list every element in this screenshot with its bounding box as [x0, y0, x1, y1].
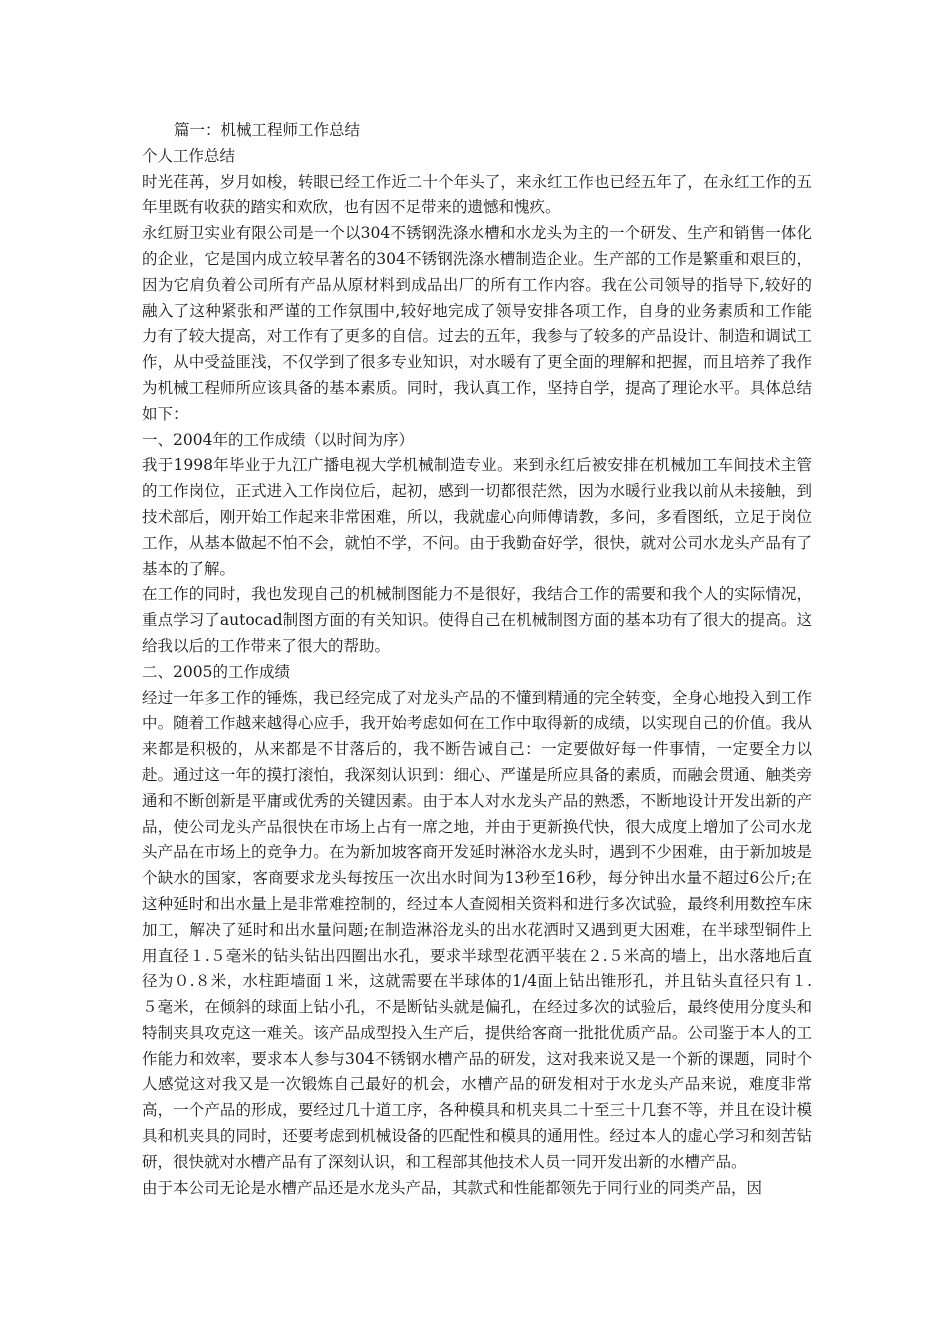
section-2005-paragraph-1: 经过一年多工作的锤炼，我已经完成了对龙头产品的不懂到精通的完全转变，全身心地投入到工作中。随着工作越来越得心应手，我开始考虑如何在工作中取得新的成绩，以实现自己的价值。我从来都是积极的，从来都是不甘落后的，我不断告诫自己：一定要做好每一件事情，一定要全力以赴。通过这一年的摸打滚怕，我深刻认识到：细心、严谨是所应具备的素质，而融会贯通、触类旁通和不断创新是平庸或优秀的关键因素。由于本人对水龙头产品的熟悉，不断地设计开发出新的产品，使公司龙头产品很快在市场上占有一席之地，并由于更新换代快，很大成度上增加了公司水龙头产品在市场上的竞争力。在为新加坡客商开发延时淋浴水龙头时，遇到不少困难，由于新加坡是个缺水的国家，客商要求龙头每按压一次出水时间为13秒至16秒，每分钟出水量不超过6公斤;在这种延时和出水量上是非常难控制的，经过本人查阅相关资料和进行多次试验，最终利用数控车床加工，解决了延时和出水量问题;在制造淋浴龙头的出水花洒时又遇到更大困难，在半球型铜件上用直径１.５毫米的钻头钻出四圈出水孔，要求半球型花洒平装在２.５米高的墙上，出水落地后直径为０.８米，水柱距墙面１米，这就需要在半球体的1/4面上钻出锥形孔，并且钻头直径只有１.５毫米，在倾斜的球面上钻小孔，不是断钻头就是偏孔，在经过多次的试验后，最终使用分度头和特制夹具攻克这一难关。该产品成型投入生产后，提供给客商一批批优质产品。公司鉴于本人的工作能力和效率，要求本人参与304不锈钢水槽产品的研发，这对我来说又是一个新的课题，同时个人感觉这对我又是一次锻炼自己最好的机会，水槽产品的研发相对于水龙头产品来说，难度非常高，一个产品的形成，要经过几十道工序，各种模具和机夹具二十至三十几套不等，并且在设计模具和机夹具的同时，还要考虑到机械设备的匹配性和模具的通用性。经过本人的虚心学习和刻苦钻研，很快就对水槽产品有了深刻认识，和工程部其他技术人员一同开发出新的水槽产品。 [142, 688, 812, 1171]
section-heading-2005: 二、2005的工作成绩 [142, 662, 290, 681]
section-heading-2004: 一、2004年的工作成绩（以时间为序） [142, 430, 414, 449]
document-subtitle: 个人工作总结 [142, 146, 236, 165]
company-paragraph: 永红厨卫实业有限公司是一个以304不锈钢洗涤水槽和水龙头为主的一个研发、生产和销售一体化的企业，它是国内成立较早著名的304不锈钢洗涤水槽制造企业。生产部的工作是繁重和艰巨的，因为它肩负着公司所有产品从原材料到成品出厂的所有工作内容。我在公司领导的指导下,较好的融入了这种紧张和严谨的工作氛围中,较好地完成了领导安排各项工作，自身的业务素质和工作能力有了较大提高，对工作有了更多的自信。过去的五年，我参与了较多的产品设计、制造和调试工作，从中受益匪浅，不仅学到了很多专业知识，对水暖有了更全面的理解和把握，而且培养了我作为机械工程师所应该具备的基本素质。同时，我认真工作，坚持自学，提高了理论水平。具体总结如下： [142, 224, 812, 423]
document-page [142, 118, 812, 1201]
section-2004-paragraph-2: 在工作的同时，我也发现自己的机械制图能力不是很好，我结合工作的需要和我个人的实际情况，重点学习了autocad制图方面的有关知识。使得自己在机械制图方面的基本功有了很大的提高。这给我以后的工作带来了很大的帮助。 [142, 585, 812, 655]
document-title: 篇一：机械工程师工作总结 [174, 121, 361, 139]
section-2005-paragraph-2: 由于本公司无论是水槽产品还是水龙头产品，其款式和性能都领先于同行业的同类产品，因 [142, 1178, 763, 1197]
intro-paragraph: 时光荏苒，岁月如梭，转眼已经工作近二十个年头了，来永红工作也已经五年了，在永红工作的五年里既有收获的踏实和欢欣，也有因不足带来的遗憾和愧疚。 [142, 172, 812, 217]
section-2004-paragraph-1: 我于1998年毕业于九江广播电视大学机械制造专业。来到永红后被安排在机械加工车间技术主管的工作岗位，正式进入工作岗位后，起初，感到一切都很茫然，因为水暖行业我以前从未接触，到技术部后，刚开始工作起来非常困难，所以，我就虚心向师傅请教，多问，多看图纸，立足于岗位工作，从基本做起不怕不会，就怕不学，不问。由于我勤奋好学，很快，就对公司水龙头产品有了基本的了解。 [142, 456, 812, 578]
